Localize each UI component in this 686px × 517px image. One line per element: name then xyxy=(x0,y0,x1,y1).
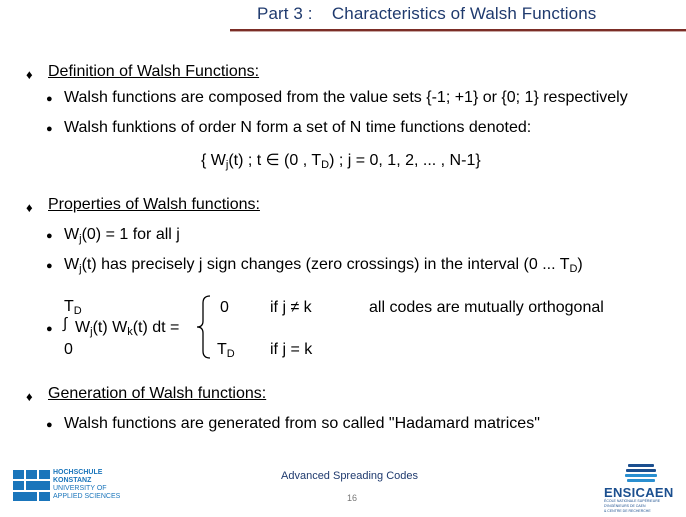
generation-bullet-1: Walsh functions are generated from so called "Hadamard matrices" xyxy=(64,415,540,432)
ensicaen-logo-text: ENSICAEN xyxy=(604,485,674,500)
htwg-logo-text: HOCHSCHULE KONSTANZ UNIVERSITY OF APPLIED SCIENCES xyxy=(53,469,121,500)
htwg-logo-icon xyxy=(13,470,51,502)
left-brace xyxy=(196,295,212,359)
case2-value: $T_D$ xyxy=(217,341,235,360)
round-bullet-icon: ● xyxy=(46,230,53,242)
diamond-bullet-icon: ♦ xyxy=(26,389,33,404)
section-heading-generation: Generation of Walsh functions: xyxy=(48,385,267,402)
round-bullet-icon: ● xyxy=(46,419,53,431)
ensicaen-logo-subtitle: ÉCOLE NATIONALE SUPÉRIEURE D'INGÉNIEURS DE CAEN & CENTRE DE RECHERCHE xyxy=(604,499,661,513)
footer-course-title: Advanced Spreading Codes xyxy=(281,470,418,482)
walsh-set-formula: { $W_j(t)$ ; t ∈ (0 , $T_D$) ; j = 0, 1, 2, ... , N-1} xyxy=(201,152,481,171)
definition-bullet-2: Walsh funktions of order N form a set of N time functions denoted: xyxy=(64,119,532,136)
case1-condition: if j ≠ k xyxy=(270,299,312,316)
case1-note: all codes are mutually orthogonal xyxy=(369,299,604,316)
round-bullet-icon: ● xyxy=(46,260,53,272)
case1-value: 0 xyxy=(220,299,229,316)
round-bullet-icon: ● xyxy=(46,123,53,135)
round-bullet-icon: ● xyxy=(46,93,53,105)
slide-title: Part 3 : Characteristics of Walsh Functions xyxy=(257,4,597,23)
section-heading-definition: Definition of Walsh Functions: xyxy=(48,63,260,80)
integral-upper-limit: $T_D$ xyxy=(64,298,82,317)
diamond-bullet-icon: ♦ xyxy=(26,200,33,215)
property-bullet-1: $W_j(0) = 1$ for all j xyxy=(64,226,180,245)
integral-sign: ∫ xyxy=(63,315,68,332)
integral-lower-limit: 0 xyxy=(64,341,73,358)
title-rule-shadow xyxy=(230,31,686,32)
case2-condition: if j = k xyxy=(270,341,313,358)
round-bullet-icon: ● xyxy=(46,323,53,335)
diamond-bullet-icon: ♦ xyxy=(26,67,33,82)
property-bullet-2: $W_j(t)$ has precisely j sign changes (zero crossings) in the interval (0 ... $T_D$) xyxy=(64,256,583,275)
definition-bullet-1: Walsh functions are composed from the value sets {-1; +1} or {0; 1} respectively xyxy=(64,89,628,106)
integral-expression: $W_j(t)$ $W_k(t)$ dt = xyxy=(75,319,180,338)
ensicaen-logo-icon xyxy=(624,463,658,485)
page-number: 16 xyxy=(347,493,358,503)
section-heading-properties: Properties of Walsh functions: xyxy=(48,196,260,213)
